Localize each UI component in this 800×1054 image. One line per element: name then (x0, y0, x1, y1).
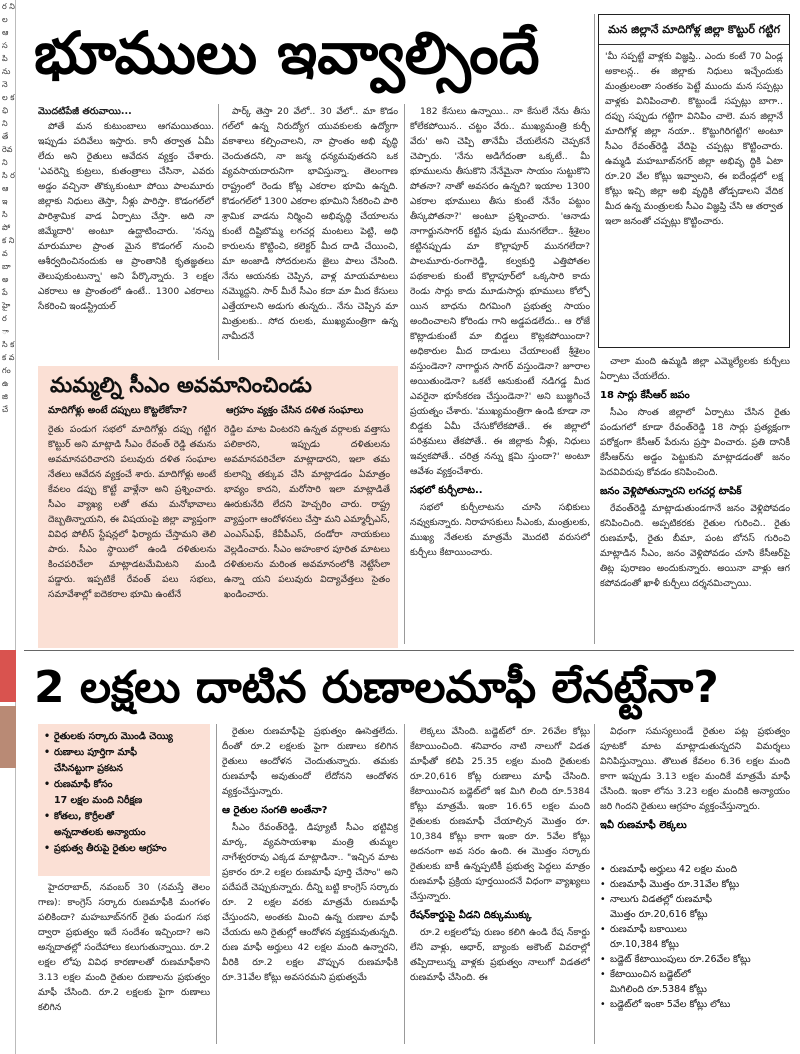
highlight-item: • కోతలు, కొర్రీలతో (44, 810, 204, 824)
column-divider (594, 724, 595, 1044)
highlight-item: • రైతులకు సర్కారు మొండి చెయ్యి (44, 730, 204, 744)
list-item: మొత్తం రూ.20,616 కోట్లు (610, 909, 708, 920)
story2-highlights (38, 724, 210, 876)
list-item: • కేటాయించిన బడ్జెట్‌లో (600, 967, 790, 982)
sidebox-body: 'మీ సప్పట్టే వాళ్లకు విజ్ఞప్తి.. ఎందు కంటే 70 ఏండ్ల అకాలన్ల.. ఈ జిల్లాకు నిధులు ఇచ్చేందుకు మంత్రులంతా సంతకం పెట్టే ముందు మన సప్పట్లు వాళ్లకు వినిపించాలి. కొట్టుండే సప్పట్లు బాగా.. దప్పు సప్పుడు గట్టిగా వినిపిం చాలె. మన జిల్లానే మాదిగోళ్ల జిల్లా నయా.. కొట్టుగిరిగట్టిగ' అంటూ సీఎం రేవంత్‌రెడ్డి వేదిపై చప్పట్లు కొట్టించారు. ఉమ్మడి మహబూబ్‌నగర్ జిల్లా అభివృ ద్ధికి ఏటా రూ.20 వేల కోట్లు ఇవ్వాలని, ఈ ఐదేండ్లలో లక్ష కోట్లు ఇచ్చి జిల్లా అభి వృద్ధికి తోడ్పడాలని వేదిక మీద ఉన్న మంత్రులకు సీఎం విజ్ఞప్తి చేసి ఆ తర్వాత ఇలా జనంతో చప్పట్లు కొట్టించారు. (605, 51, 783, 227)
story2-col2-text-a: రైతుల రుణమాఫీపై ప్రభుత్వం ఊసెత్తలేదు. దీంతో రూ.2 లక్షలకు పైగా రుణాలు కలిగిన రైతులు ఆందోళన చెందుతున్నారు. తమకు రుణమాఫీ అవుతుందో లేదోనని ఆందోళన వ్యక్తంచేస్తున్నారు. (222, 726, 398, 797)
list-item: రూ.10,384 కోట్లు (610, 939, 679, 950)
pink-box-right-text: రెడ్డిల మాట వింటరని ఉన్నత వర్గాలకు వత్తాసు పలికారని, ఇప్పుడు దళితులను అవమానపరిచేలా మాట్లాడారని, ఇలా తమ కులాన్ని తక్కువ చేసి మాట్లాడడం ఏమాత్రం భావ్యం కాదని, మరోసారి ఇలా మాట్లాడితే ఊరుకునేది లేదని హెచ్చరిం చారు. రాష్ట్ర వ్యాప్తంగా ఆందోళనలు చేస్తా మని ఎమ్మార్పీఎస్, ఎంఎస్ఎఫ్, కేవీపీఎస్, దండోరా నాయకులు వెల్లడించారు. సీఎం అహంకార పూరిత మాటలు దళితులను మరింత అవమానంలోకి నెట్టేసేలా ఉన్నా యని పలువురు విద్యావేత్తలు సైతం ఖండించారు. (224, 424, 390, 600)
story2-col2-text-b: సీఎం రేవంత్‌రెడ్డి, డిప్యూటీ సీఎం భట్టివిక్ర మార్క, వ్యవసాయశాఖ మంత్రి తుమ్మల నాగేశ్వరరావు ఎక్కడ మాట్లాడినా.. "ఇచ్చిన మాట ప్రకారం రూ.2 లక్షల రుణమాఫీ పూర్తి చేసాం" అని పదేపదే చెప్పుకున్నారు. దీన్ని బట్టి కాంగ్రెస్ సర్కారు రూ. 2 లక్షల వరకు మాత్రమే రుణమాఫీ చేస్తుందని, అంతకు మించి ఉన్న రుణాల మాఫీ చేయదు అని రైతుల్లో ఆందోళన వ్యక్తమవుతున్నది. రుణ మాఫీ అర్హులు 42 లక్షల మంది ఉన్నారని, వీరికి రూ.2 లక్షల వొప్పున రుణమాఫీకి రూ.31వేల కోట్లు అవసరమని ప్రభుత్వమే (222, 822, 398, 983)
list-item: • బడ్జెట్‌లో ఇంకా 5వేల కోట్లు లోటు (600, 997, 790, 1012)
story1-continued-label: మొదటిపేజీ తరువాయి... (38, 106, 132, 117)
list-item: • బడ్జెట్ కేటాయింపులు రూ.26వేల కోట్లు (600, 952, 790, 967)
left-edge-column (0, 0, 16, 1054)
column-divider (216, 724, 217, 1044)
right-col-subhead2: జనం వెళ్లిపోతున్నారని లగచర్ల టాపిక్ (600, 486, 742, 497)
list-item: • రుణమాఫీ అర్హులు 42 లక్షల మంది (600, 862, 790, 877)
right-col-para1: చాలా మంది ఉమ్మడి జిల్లా ఎమ్మెల్యేలకు కుర్చీలు ఏర్పాటు చేయలేదు. (600, 356, 790, 382)
sidebox (598, 14, 790, 348)
story2-col3-text-b: రూ.2 లక్షలలోపు రుణం కలిగి ఉండి రేష న్‌కార్డు లేని వాళ్లు, ఆధార్, బ్యాంకు అకౌంట్ వివరాల్లో తప్పిదాలున్న వాళ్లకు ప్రభుత్వం నాలుగో విడతలో రుణమాఫీ చేసింది. ఈ (410, 927, 590, 983)
highlight-item: 17 లక్షల మంది నిరీక్షణ (54, 795, 143, 806)
edge-photo (0, 706, 16, 768)
story1-col3 (410, 104, 590, 644)
right-col-para2: సీఎం సొంత జిల్లాలో ఏర్పాటు చేసిన రైతు పండుగలో కూడా రేవంత్‌రెడ్డి 18 సార్లు ప్రత్యక్షంగా పరోక్షంగా కేసీఆర్ పేరును ప్రస్తా వించారు. ప్రతి దానికీ కేసీఆర్‌ను అడ్డం పెట్టుకుని మాట్లాడడంతో జనం పెదవివిరుపు కోవడం కనిపించింది. (600, 407, 790, 478)
story1-col1-text: పోతే మన కుటుంబాలు ఆగమయితయి. ఇప్పుడు పదివేలు ఇస్తారు. కానీ తర్వాత ఏమీ లేదు అని రైతులు ఆవేదన వ్యక్తం చేశారు. 'ఎవరెన్ని కుట్రలు, కుతంత్రాలు చేసినా, ఎవరు అడ్డం వచ్చినా తొక్కుకుంటూ పోయి పాలమూరు జిల్లాకు నిధులు తెస్తా, నీళ్లు పారిస్తా. కొడంగల్‌లో పారిశ్రామిక వాడ ఏర్పాటు చేస్తా. అది నా జిమ్మేదారి' అంటూ ఉద్ఘాటించారు. 'నన్ను మారుమూల ప్రాంత మైన కొడంగల్ నుంచి ఆశీర్వదించినందుకు ఆ ప్రాంతానికి కృతజ్ఞతలు తెలుపుకుంటున్నా' అని పేర్కొన్నారు. 3 లక్షల ఎకరాలు ఆ ప్రాంతంలో ఉంటే.. 1300 ఎకరాలు సేకరించి ఇండస్ట్రియల్ (38, 121, 214, 312)
pink-box-sub-right: ఆగ్రహం వ్యక్తం చేసిన దళిత సంఘాలు (226, 405, 364, 416)
story1-col3-subhead: సభలో కుర్చీలాట.. (410, 485, 483, 496)
highlight-item: చేసినట్టుగా ప్రకటన (54, 763, 123, 774)
column-divider (404, 724, 405, 1044)
story1-col3-text: 182 కేసులు ఉన్నాయి.. నా కేసులే నేను తీసు కోలేకపోయిన.. చట్టం వేరు.. ముఖ్యమంత్రి కుర్చీ వేరు' అని చెప్పి తానేమీ చేయలేనని చెప్పకనే చెప్పారు. 'నేను అడిగేదంతా ఒక్కటే.. మీ భూములను తీసుకొని నేనేమైనా సాయం సుట్టుకొని పోతనా? నాతో అవసరం ఉన్నది? ఇయాల 1300 ఎకరాల భూములు తీసు కుంటే నేనేం పట్టుం తీస్కపోతనా?' అంటూ ప్రశ్నించారు. 'ఆనాడు నాగార్జునసాగర్ కట్టిన పుడు మునగలేదా.. శ్రీశైలం కట్టినప్పుడు మా కొల్లాపూర్ మునగలేదా? పాలమూరు-రంగారెడ్డి, కల్వకుర్తి ఎత్తిపోతల పథకాలకు కుంటే కొల్లాపూర్‌లో ఒక్కసారి కాదు రెండు సార్లు కాదు మూడుసార్లు భూములు కోల్పో యిన బాధను దిగమింగి ప్రభుత్వ సాయం అందించాలని కోరిండు గాని అడ్డపడలేదు.. ఆ రోజే కొట్లాడుకుంటే మా బిడ్డలు కొట్లకపోయిందా? అధికారుల మీద దాడులు చేయాలంటే శ్రీశైలం వస్తుండెనా? నాగార్జున సాగర్ వస్తుండెనా? జూరాల అయితుండెనా? ఒకటే ఆనుకుంటే నడిగడ్డ మీద ఎవరైనా భూసేకరణ చేస్తుండెనా?' అని బుజ్జగించే ప్రయత్నం చేశారు. 'ముఖ్యమంత్రిగా ఉండి కూడా నా బిడ్డకు ఏమీ చేసుకోలేకపోతే.. ఈ జిల్లాలో పరిశ్రమలు తేకపోతే.. ఈ జిల్లాకు నీళ్లు, నిధులు ఇవ్వకపోతే.. చరిత్ర నన్ను క్షమి స్తుందా?' అంటూ ఆవేశం వ్యక్తంచేశారు. (410, 106, 590, 477)
story2-headline: 2 లక్షలు దాటిన రుణాలమాఫీ లేనట్టేనా? (34, 662, 719, 713)
right-column (600, 354, 790, 644)
right-col-para3: రేవంత్‌రెడ్డి మాట్లాడుతుండగానే జనం వెళ్లిపోవడం కనిపించింది. అప్పటికరకు రైతుల గురించి.. రైతు రుణమాఫీ, రైతు బీమా, పంట బోనస్ గురించి మాట్లాడిన సీఎం, జనం వెళ్లిపోవడం చూసి కేసీఆర్‌పై తిట్ల పురాణం అందుకున్నారు. అయినా వాళ్లు ఆగ కపోవడంతో ఖాళీ కుర్చీలు దర్శనమిచ్చాయి. (600, 503, 790, 589)
story2-col3-text-a: లెక్కలు వేసింది. బడ్జెట్‌లో రూ. 26వేల కోట్లు కేటాయించింది. శనివారం నాటి నాలుగో విడత మాఫీతో కలిపి 25.35 లక్షల మంది రైతులకు రూ.20,616 కోట్ల రుణాలు మాఫీ చేసింది. కేటాయించిన బడ్జెట్‌లో ఇక మిగి లింది రూ.5384 కోట్లు మాత్రమే. ఇంకా 16.65 లక్షల మంది రైతులకు రుణమాఫీ చేయాల్సిన మొత్తం రూ. 10,384 కోట్లు కాగా ఇంకా రూ. 5వేల కోట్లు అదనంగా అవ సరం ఉంది. ఈ మొత్తం సర్కారు రైతులకు బాకీ ఉన్నప్పటికీ ప్రభుత్వ పెద్దలు మాత్రం రుణమాఫీ ప్రక్రియ పూర్తయిందనే విధంగా వ్యాఖ్యలు చేస్తున్నారు. (410, 726, 590, 902)
story2-col1 (38, 880, 210, 1044)
story1-col1 (38, 104, 214, 360)
story1-col3-after-text: సభలో కుర్చీలాటను చూసి సభికులు నవ్వుకున్నారు. నిరాహసకులు సీఎంకు, మంత్రులకు, ముఖ్య నేతలకు మాత్రమే మొదటి వరుసలో కుర్చీలు కేటాయించారు. (410, 502, 590, 558)
story2-col2-subhead: ఆ రైతుల సంగతి అంతేనా? (222, 805, 328, 816)
edge-red-badge (0, 650, 16, 702)
highlight-item: • రుణమాఫీ కోసం (44, 778, 204, 792)
list-item: • రుణమాఫీ మొత్తం రూ.31వేల కోట్లు (600, 877, 790, 892)
list-item: • నాలుగు విడతల్లో రుణమాఫీ (600, 892, 790, 907)
column-divider (404, 104, 405, 644)
loan-waiver-figures-list (600, 862, 790, 1012)
highlight-item: • ప్రభుత్వ తీరుపై రైతుల ఆగ్రహం (44, 842, 204, 856)
loan-waiver-list-title: ఇవీ రుణమాఫీ లెక్కలు (600, 820, 687, 831)
pink-box-title: మమ్మల్ని సీఎం అవమానించిండు (50, 373, 312, 397)
column-divider (218, 104, 219, 360)
story2-col1-text: హైదరాబాద్, నవంబర్ 30 (నమస్తే తెలం గాణ): కాంగ్రెస్ సర్కారు రుణమాఫీకి మంగళం పలికిందా? మహబూబ్‌నగర్ రైతు పండుగ సభ ద్వారా ప్రభుత్వం ఇదే సందేశం ఇచ్చిందా? అని అన్నదాతల్లో సందేహాలు కలుగుతున్నాయి. రూ.2 లక్షల లోపు వివిధ కారణాలతో రుణమాఫీకాని 3.13 లక్షల మంది రైతుల రుణాలను ప్రభుత్వం మాఫీ చేసింది. రూ.2 లక్షలకు పైగా రుణాలు కలిగిన (38, 882, 210, 1013)
story2-col3 (410, 724, 590, 1044)
story2-col4 (600, 724, 790, 858)
sidebox-title: మన జిల్లానే మాదిగోళ్ల జిల్లా కొట్టుర్ గట్టిగ (599, 15, 789, 45)
story1-headline: భూములు ఇవ్వాల్సిందే (34, 19, 540, 87)
pink-box-left-text: రైతు పండుగ సభలో మాదిగోళ్లు దప్పు గట్టిగ కొట్టుర్ అని మాట్లాడి సీఎం రేవంత్ రెడ్డి తమను అవమానపరిచారని పలువురు దళిత సంఘాల నేతలు ఆవేదన వ్యక్తంచే శారు. మాదిగోళ్లు అంటే కేవలం డప్పు కొట్టే వాళ్లేనా అని ప్రశ్నించారు. సీఎం వ్యాఖ్య లతో తమ మనోభావాలు దెబ్బతిన్నాయని, ఈ విషయంపై జిల్లా వ్యాప్తంగా వివిధ పోలీస్ స్టేషన్లలో ఫిర్యాదు చేస్తామని తెలి పారు. సీఎం స్థాయిలో ఉండి దళితులను కించపరిచేలా మాట్లాడటమేమిటని మండి పడ్డారు. ఇప్పటికే రేవంత్ పలు సభలు, సమావేశాల్లో ఐదెకరాల భూమి ఉంటేనే (48, 424, 216, 600)
pink-box-sub-left: మాదిగోళ్లు అంటే దప్పులు కొట్టలేకోనా? (48, 405, 188, 416)
highlight-item: • రుణాలు పూర్తిగా మాఫీ (44, 746, 204, 760)
story2-col4-text: విధంగా సమస్యలుండే రైతుల పట్ల ప్రభుత్వం పూటకో మాట మాట్లాడుతున్నదని విమర్శలు వినిపిస్తున్నాయి. తొలుత కేవలం 6.36 లక్షల మంది కాగా ఇప్పుడు 3.13 లక్షల మందికే మాత్రమే మాఫీ చేసింది. ఇంకా లోను 3.23 లక్షల మందికి అన్యాయం జరి గిందని రైతులు ఆగ్రహం వ్యక్తంచేస్తున్నారు. (600, 726, 790, 812)
story2-col3-subhead: రేషన్‌కార్డుపై వీడని దిక్కుముక్కు (410, 910, 532, 921)
list-item: • రుణమాఫీ బకాయిలు (600, 922, 790, 937)
list-item: మిగిలింది రూ.5384 కోట్లు (610, 984, 707, 995)
section-divider (24, 650, 794, 651)
story1-col2 (222, 104, 398, 360)
story2-col2 (222, 724, 398, 1044)
right-col-subhead1: 18 సార్లు కేసీఆర్ జపం (600, 390, 690, 401)
story1-col2-text: పార్క్ తెస్తా 20 వేలో.. 30 వేలో.. మా కొడం గల్‌లో ఉన్న నిరుద్యోగ యువకులకు ఉద్యోగా వకాశాలు కల్పించాలని, నా ప్రాంతం అభి వృద్ధి చెందుతదని, నా జన్మ ధన్యమవుతదని ఒక వ్యవసాయదారునిగా భావిస్తున్నా. తెలంగాణ రాష్ట్రంలో రెండు కోట్ల ఎకరాల భూమి ఉన్నది. కొడంగల్‌లో 1300 ఎకరాల భూమిని సేకరించి పారి శ్రామిక వాడను నిర్మించి అభివృద్ధి చేయాలను కుంటే దిష్టిబొమ్మ లగచర్ల మంటలు పెట్టి, అధి కారులను కొట్టించి, కలెక్టర్ మీద దాడి చేయించి, మా అంజాడి సోదరులను జైలు పాలు చేసింది. నేను ఆయనకు చెప్పిన, వాళ్ల మాయమాటలు నమ్మొద్దని. సార్ మీరే సీఎం కదా మా మీద కేసులు ఎత్తేయాలని అడుగు తున్నరు.. నేను చెప్పిన మా మిత్రులకు.. సోద రులకు, ముఖ్యమంత్రిగా ఉన్న నామీదనే (222, 106, 398, 342)
pink-box-story (38, 366, 398, 648)
highlight-item: అన్నదాతలకు అన్యాయం (54, 827, 146, 838)
edge-text: ర ని ల ఆ స పి ను నె ల క ఛి ని తే రెవ ని సి ర ఆ ఇ సి పో క ని వ బా అ పే హై ర ా సి క క వ గం ఉ జి చే (2, 2, 15, 414)
column-divider (594, 14, 595, 644)
